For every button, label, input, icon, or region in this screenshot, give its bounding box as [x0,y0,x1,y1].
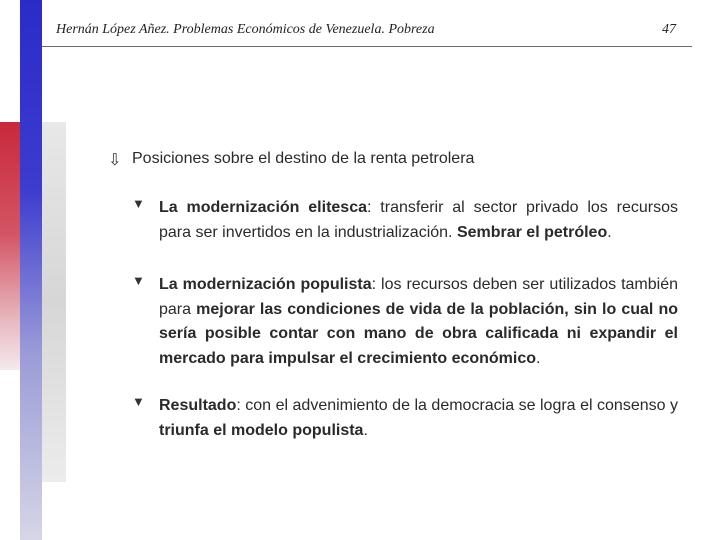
item-body: . [363,421,368,439]
item-body: . [607,223,612,241]
decorative-red-bar [0,122,20,370]
item-term: triunfa el modelo populista [159,421,364,439]
arrow-down-icon: ▼ [132,394,145,409]
item-body: . [536,349,541,367]
header-divider [42,46,692,47]
item-term: La modernización populista [159,276,372,293]
item-term: Resultado [159,397,237,414]
arrow-down-icon: ▼ [132,273,145,288]
decorative-gray-bar [42,122,66,482]
decorative-blue-bar [20,0,42,540]
list-item [132,394,678,443]
list-item-text [159,394,678,443]
page-number: 47 [662,22,676,37]
list-item-text [159,273,678,371]
header-title: Hernán López Añez. Problemas Económicos de Venezuela. Pobreza [56,22,435,37]
arrow-down-icon: ▼ [132,196,145,211]
item-term: Sembrar el petróleo [456,223,608,241]
list-item [132,196,678,245]
item-body: : con el advenimiento de la democracia se logra el consenso y [236,397,678,414]
item-body: : transferir al sector privado los recursos para ser invertidos en la industrialización. [159,199,678,241]
main-point-text: Posiciones sobre el destino de la renta petrolera [132,150,475,167]
item-term: La modernización elitesca [159,199,367,216]
down-arrow-outline-icon: ⇩ [108,152,122,169]
list-item-text [159,196,678,245]
item-body: : los recursos deben ser utilizados también para [159,276,679,318]
item-term: mejorar las condiciones de vida de la población, sin lo cual no sería posible contar con mano de obra calificada ni expandir el mercado para impulsar el crecimiento económico [159,300,679,367]
list-item [132,273,678,371]
